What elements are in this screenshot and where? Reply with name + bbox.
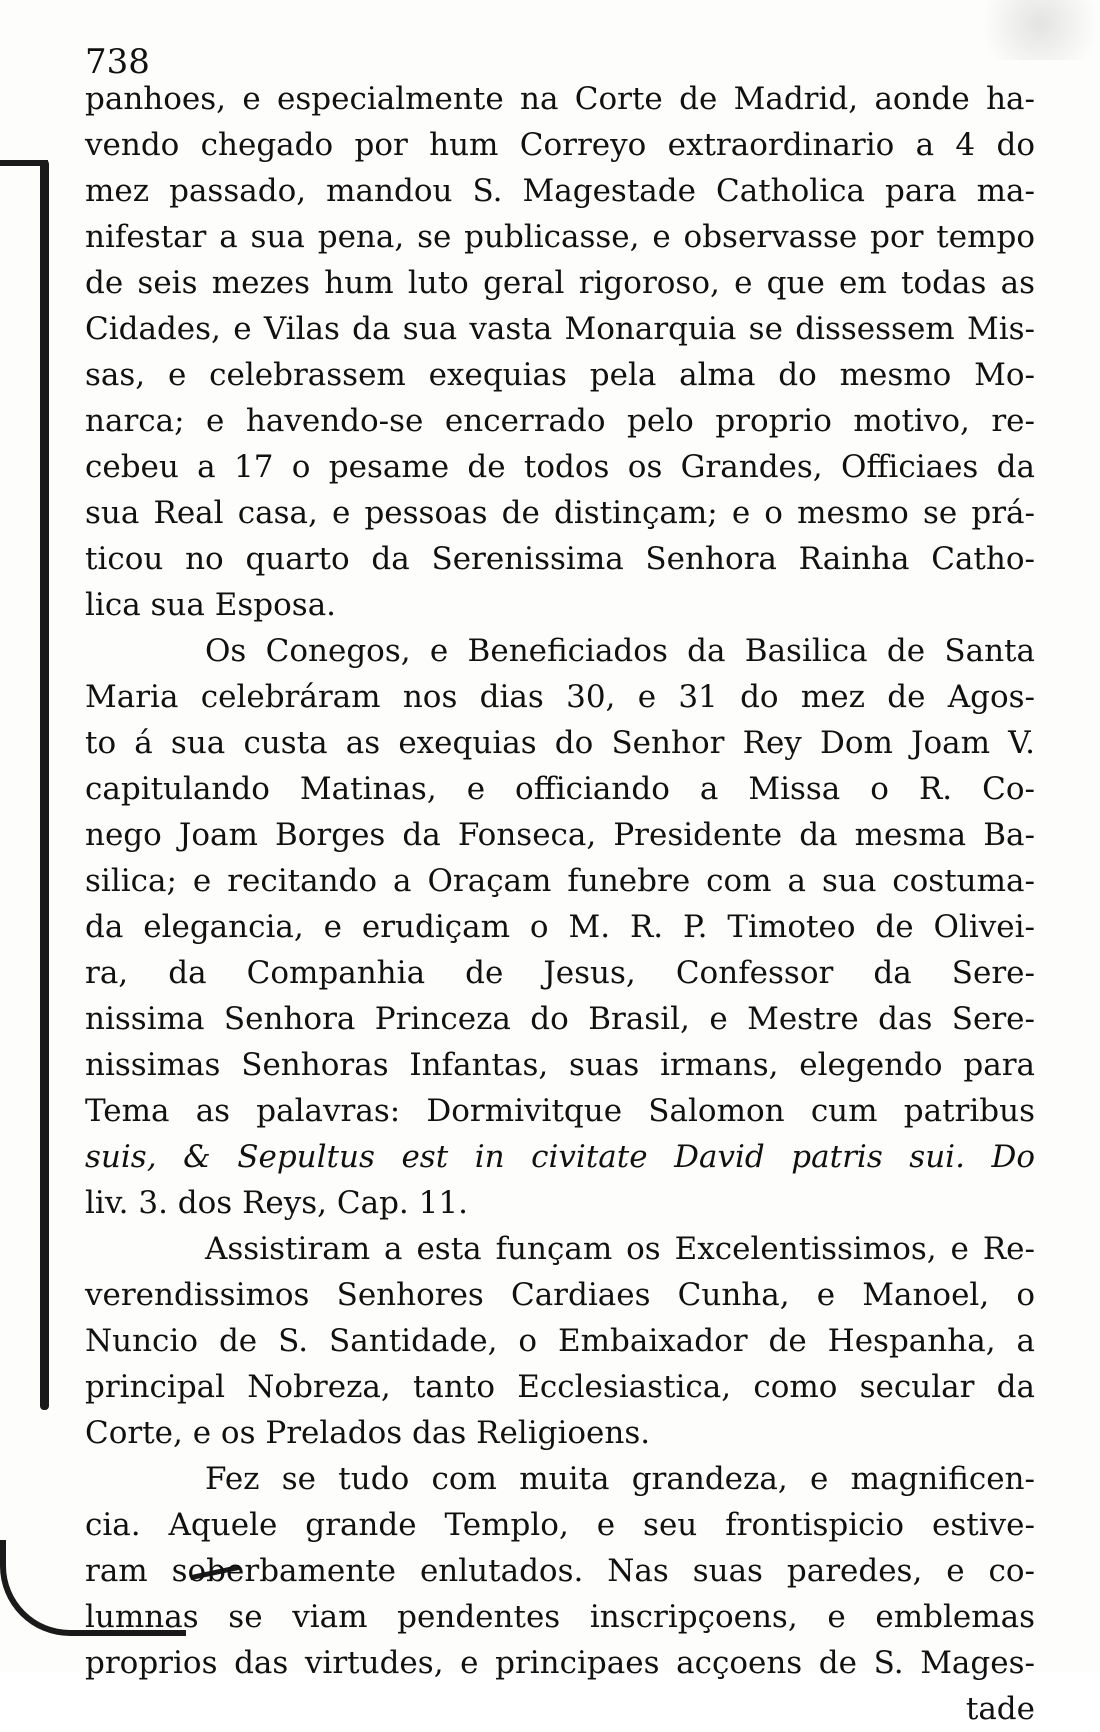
text-line: ticou no quarto da Serenissima Senhora Rainha Catho- xyxy=(85,541,1035,577)
text-line: to á sua custa as exequias do Senhor Rey Dom Joam V. xyxy=(85,725,1035,761)
paragraph-start-line: Fez se tudo com muita grandeza, e magnificen- xyxy=(205,1461,1035,1497)
text-line: suis, & Sepultus est in civitate David patris sui. Do xyxy=(85,1139,1035,1175)
text-line: sas, e celebrassem exequias pela alma do mesmo Mo- xyxy=(85,357,1035,393)
text-line: narca; e havendo-se encerrado pelo proprio motivo, re- xyxy=(85,403,1035,439)
text-line: capitulando Matinas, e officiando a Missa o R. Co- xyxy=(85,771,1035,807)
text-line: lica sua Esposa. xyxy=(85,587,337,623)
text-line: Corte, e os Prelados das Religioens. xyxy=(85,1415,651,1451)
text-line: Nuncio de S. Santidade, o Embaixador de Hespanha, a xyxy=(85,1323,1035,1359)
text-line: cebeu a 17 o pesame de todos os Grandes, Officiaes da xyxy=(85,449,1035,485)
paper-speckle xyxy=(950,0,1100,60)
text-line: nego Joam Borges da Fonseca, Presidente da mesma Ba- xyxy=(85,817,1035,853)
text-line: Tema as palavras: Dormivitque Salomon cum patribus xyxy=(85,1093,1035,1129)
page-number: 738 xyxy=(85,42,150,82)
text-line: da elegancia, e erudiçam o M. R. P. Timoteo de Olivei- xyxy=(85,909,1035,945)
text-line: silica; e recitando a Oraçam funebre com a sua costuma- xyxy=(85,863,1035,899)
text-line: panhoes, e especialmente na Corte de Madrid, aonde ha- xyxy=(85,81,1035,117)
text-line: lumnas se viam pendentes inscripçoens, e emblemas xyxy=(85,1599,1035,1635)
text-line: cia. Aquele grande Templo, e seu frontispicio estive- xyxy=(85,1507,1035,1543)
text-line: principal Nobreza, tanto Ecclesiastica, como secular da xyxy=(85,1369,1035,1405)
paragraph-start-line: Os Conegos, e Beneficiados da Basilica de Santa xyxy=(205,633,1035,669)
text-line: vendo chegado por hum Correyo extraordinario a 4 do xyxy=(85,127,1035,163)
text-line: ra, da Companhia de Jesus, Confessor da Sere- xyxy=(85,955,1035,991)
text-line: mez passado, mandou S. Magestade Catholica para ma- xyxy=(85,173,1035,209)
text-line: proprios das virtudes, e principaes acçoens de S. Mages- xyxy=(85,1645,1035,1681)
text-line: Cidades, e Vilas da sua vasta Monarquia se dissessem Mis- xyxy=(85,311,1035,347)
text-line: verendissimos Senhores Cardiaes Cunha, e Manoel, o xyxy=(85,1277,1035,1313)
text-line: nifestar a sua pena, se publicasse, e observasse por tempo xyxy=(85,219,1035,255)
text-line: Maria celebráram nos dias 30, e 31 do mez de Agos- xyxy=(85,679,1035,715)
paragraph-start-line: Assistiram a esta funçam os Excelentissimos, e Re- xyxy=(205,1231,1035,1267)
text-line: ram soberbamente enlutados. Nas suas paredes, e co- xyxy=(85,1553,1035,1589)
binding-edge-line xyxy=(40,160,49,1410)
catchword: tade xyxy=(965,1691,1035,1727)
text-line: liv. 3. dos Reys, Cap. 11. xyxy=(85,1185,468,1221)
text-line: sua Real casa, e pessoas de distinçam; e o mesmo se prá- xyxy=(85,495,1035,531)
text-line: nissima Senhora Princeza do Brasil, e Mestre das Sere- xyxy=(85,1001,1035,1037)
body-text xyxy=(85,76,1035,1732)
text-line: de seis mezes hum luto geral rigoroso, e que em todas as xyxy=(85,265,1035,301)
text-line: nissimas Senhoras Infantas, suas irmans, elegendo para xyxy=(85,1047,1035,1083)
